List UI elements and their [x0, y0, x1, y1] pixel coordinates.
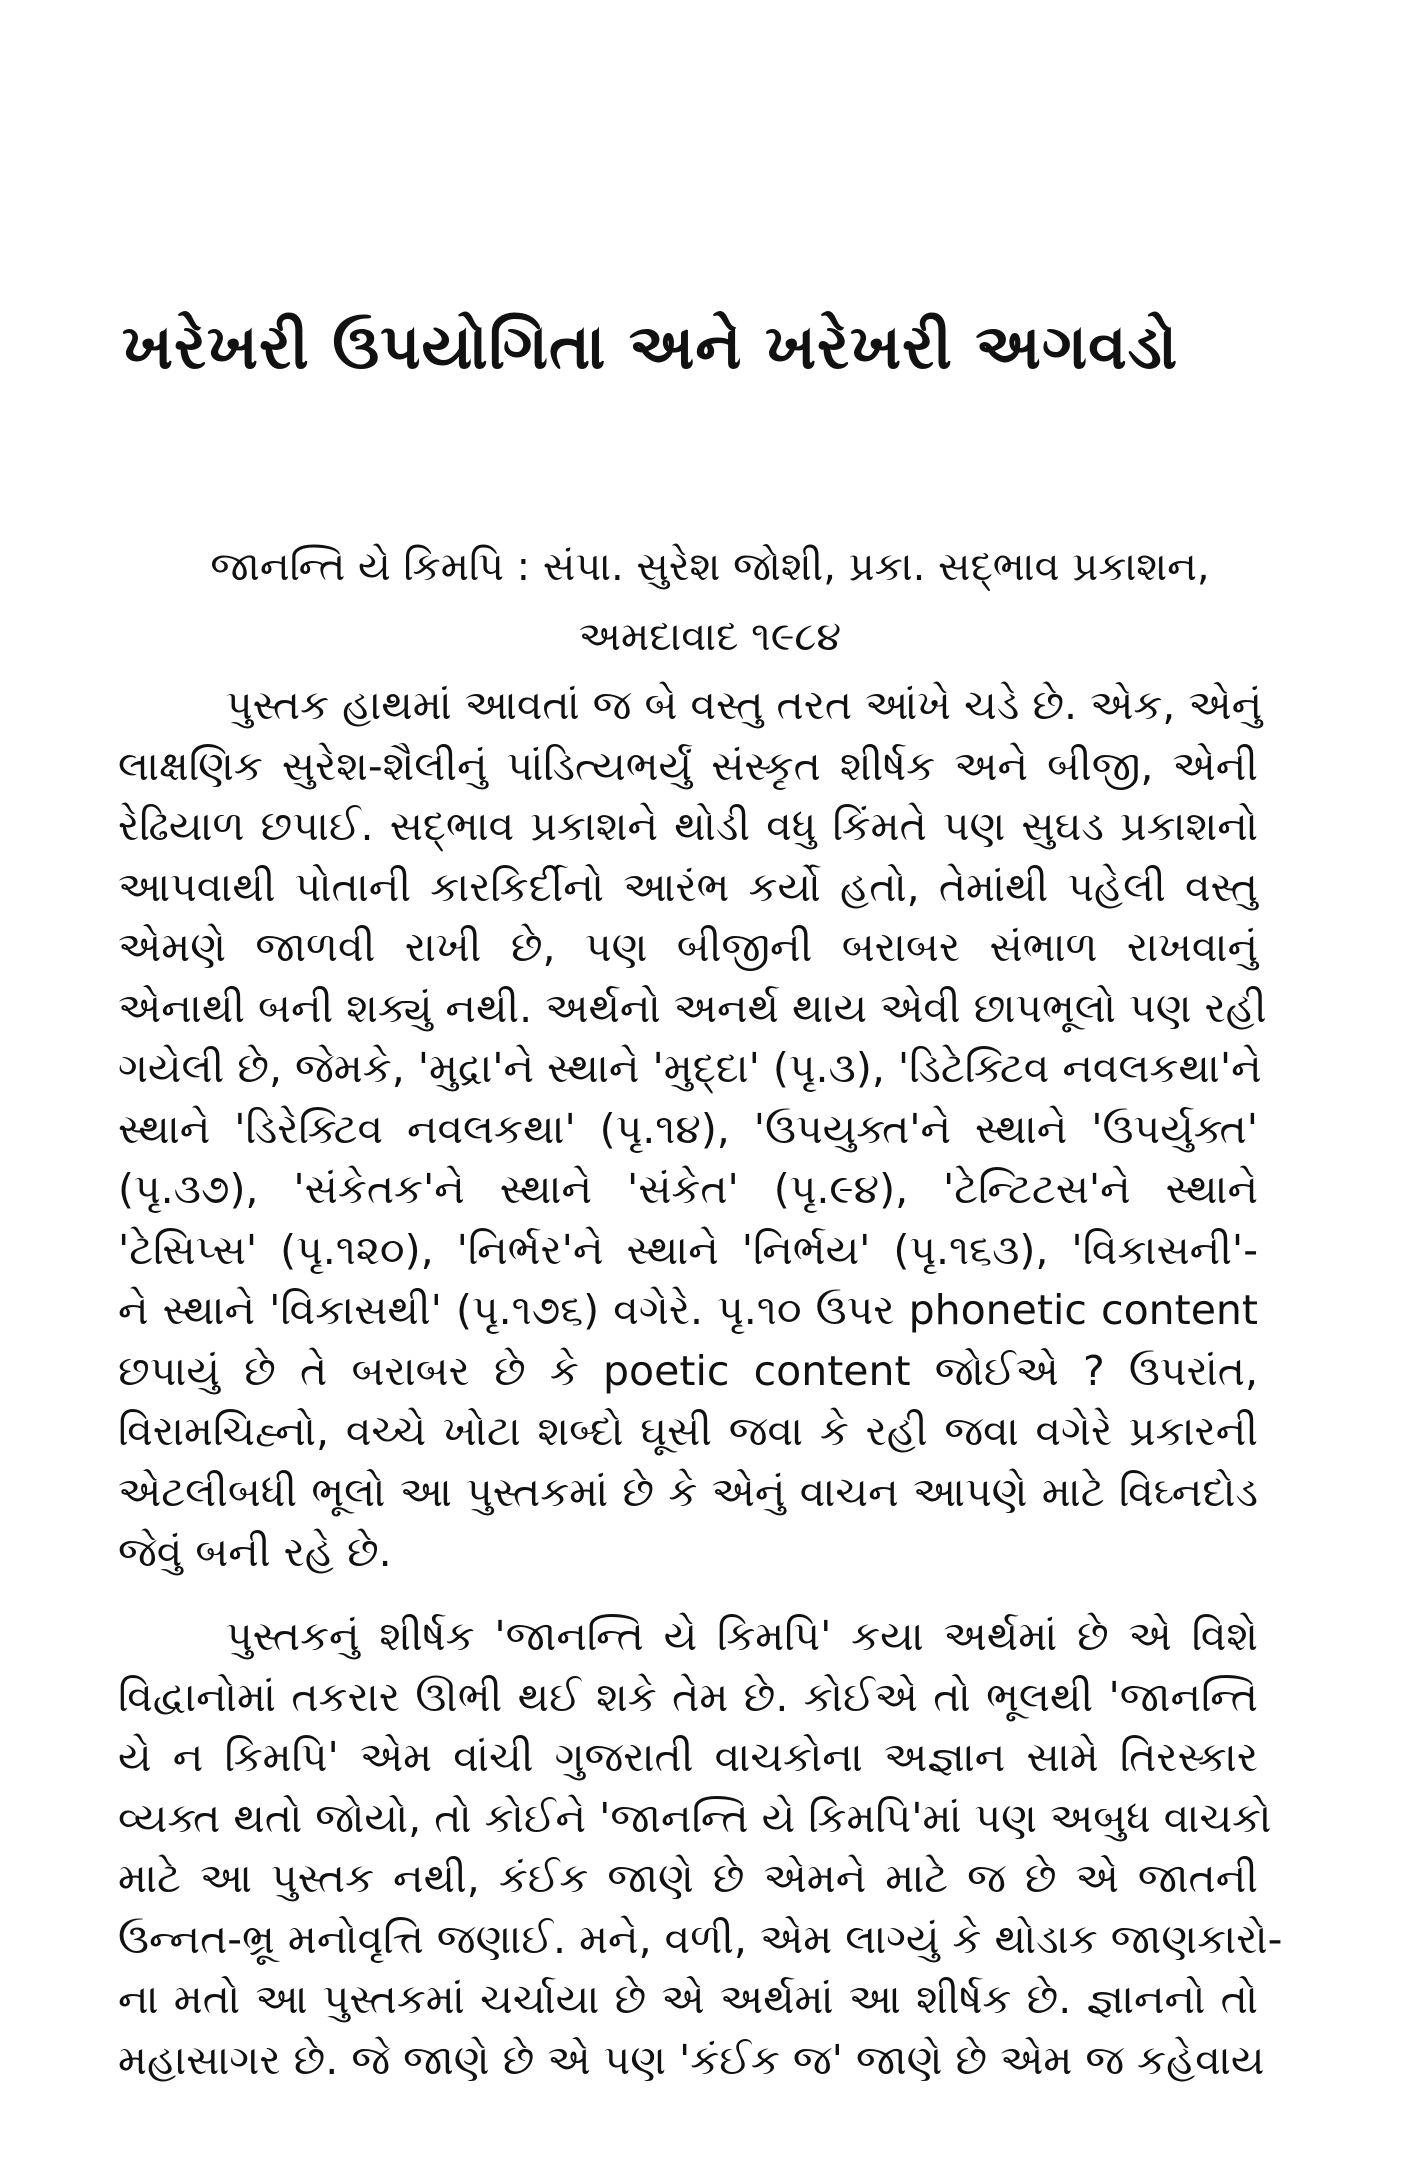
text-line: આપવાથી પોતાની કારકિર્દીનો આરંભ કર્યો હતો, તેમાંથી પહેલી વસ્તુ: [118, 862, 1258, 911]
book-citation: [160, 532, 1260, 672]
page-title: ખરેખરી ઉપયોગિતા અને ખરેખરી અગવડો: [122, 309, 1179, 383]
text-line: સ્થાને 'ડિરેક્ટિવ નવલકથા' (પૃ.૧૪), 'ઉપયુક્ત'ને સ્થાને 'ઉપર્યુક્ત': [118, 1104, 1258, 1153]
text-line: એમણે જાળવી રાખી છે, પણ બીજીની બરાબર સંભાળ રાખવાનું: [118, 923, 1258, 971]
text-line: વિદ્વાનોમાં તકરાર ઊભી થઈ શકે તેમ છે. કોઈએ તો ભૂલથી 'જાનન્તિ: [118, 1672, 1258, 1721]
text-line: પુસ્તક હાથમાં આવતાં જ બે વસ્તુ તરત આંખે ચડે છે. એક, એનું: [226, 681, 1263, 729]
text-line: મહાસાગર છે. જે જાણે છે એ પણ 'કંઈક જ' જાણે છે એમ જ કહેવાય: [118, 2035, 1265, 2084]
text-line: એનાથી બની શક્યું નથી. અર્થનો અનર્થ થાય એવી છાપભૂલો પણ રહી: [118, 983, 1267, 1032]
citation-line-2: અમદાવાદ ૧૯૮૪: [578, 614, 842, 660]
text-line: એટલીબધી ભૂલો આ પુસ્તકમાં છે કે એનું વાચન આપણે માટે વિઘ્નદોડ: [118, 1467, 1258, 1516]
citation-line-1: જાનન્તિ યે કિમપિ : સંપા. સુરેશ જોશી, પ્રકા. સદ્‌ભાવ પ્રકાશન,: [210, 544, 1210, 590]
text-line: વ્યક્ત થતો જોયો, તો કોઈને 'જાનન્તિ યે કિમપિ'માં પણ અબુધ વાચકો: [118, 1793, 1272, 1842]
text-line: વિરામચિહ્નો, વચ્ચે ખોટા શબ્દો ઘૂસી જવા કે રહી જવા વગેરે પ્રકારની: [118, 1407, 1258, 1455]
text-line: 'ટેસિપ્સ' (પૃ.૧૨૦), 'નિર્ભર'ને સ્થાને 'નિર્ભય' (પૃ.૧૬૩), 'વિકાસની'-: [118, 1225, 1258, 1274]
text-line: લાક્ષણિક સુરેશ-શૈલીનું પાંડિત્યભર્યું સંસ્કૃત શીર્ષક અને બીજી, એની: [118, 741, 1258, 790]
text-line: માટે આ પુસ્તક નથી, કંઈક જાણે છે એમને માટે જ છે એ જાતની: [118, 1854, 1258, 1902]
paragraph-1: [118, 675, 1267, 1583]
text-line: (પૃ.૩૭), 'સંકેતક'ને સ્થાને 'સંકેત' (પૃ.૯૪), 'ટેન્ટિટસ'ને સ્થાને: [118, 1165, 1258, 1213]
text-line: ના મતો આ પુસ્તકમાં ચર્ચાયા છે એ અર્થમાં આ શીર્ષક છે. જ્ઞાનનો તો: [118, 1975, 1258, 2023]
text-line: ને સ્થાને 'વિકાસથી' (પૃ.૧૭૬) વગેરે. પૃ.૧૦ ઉપર phonetic content: [118, 1286, 1258, 1334]
paragraph-2: [118, 1606, 1283, 2090]
text-line: ગયેલી છે, જેમકે, 'મુદ્રા'ને સ્થાને 'મુદ્દા' (પૃ.૩), 'ડિટેક્ટિવ નવલકથા'ને: [118, 1044, 1262, 1092]
text-line: છપાયું છે તે બરાબર છે કે poetic content જોઈએ ? ઉપરાંત,: [118, 1346, 1258, 1395]
text-line: રેઢિયાળ છપાઈ. સદ્‌ભાવ પ્રકાશને થોડી વધુ કિંમતે પણ સુઘડ પ્રકાશનો: [118, 802, 1258, 850]
text-line: ઉન્નત-ભ્રૂ મનોવૃત્તિ જણાઈ. મને, વળી, એમ લાગ્યું કે થોડાક જાણકારો-: [118, 1914, 1283, 1963]
text-line: પુસ્તકનું શીર્ષક 'જાનન્તિ યે કિમપિ' કયા અર્થમાં છે એ વિશે: [226, 1612, 1258, 1660]
text-line: યે ન કિમપિ' એમ વાંચી ગુજરાતી વાચકોના અજ્ઞાન સામે તિરસ્કાર: [118, 1733, 1258, 1781]
text-line: જેવું બની રહે છે.: [118, 1528, 392, 1576]
